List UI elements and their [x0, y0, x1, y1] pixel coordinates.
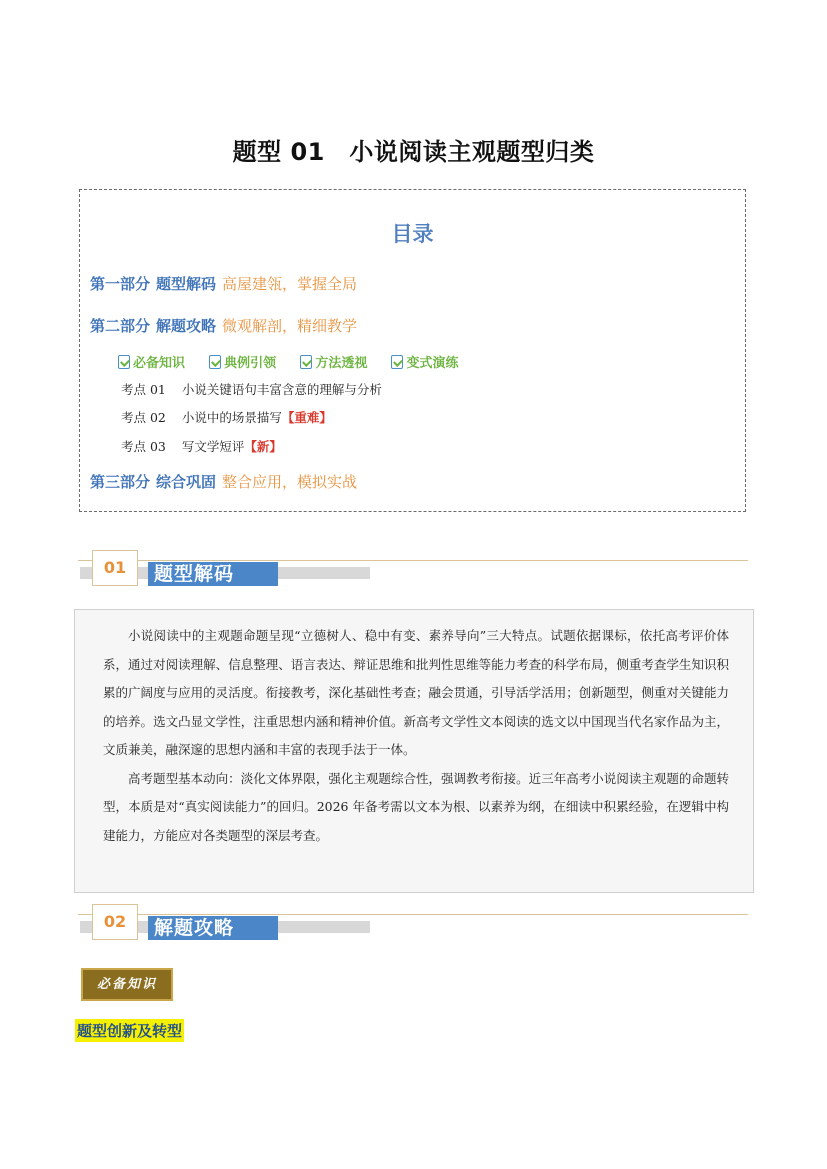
section-number: 01: [92, 550, 138, 586]
toc-heading: 目录: [391, 222, 434, 246]
intro-paragraph-2: 高考题型基本动向：淡化文体界限，强化主观题综合性，强调教考衔接。近三年高考小说阅读主观题的命题转型，本质是对“真实阅读能力”的回归。2026 年备考需以文本为根、以素养为纲，在细读中积累经验，在逻辑中构建能力，方能应对各类题型的深层考查。: [103, 770, 729, 843]
kaodian-item-3[interactable]: 考点 03 写文学短评【新】: [121, 439, 282, 454]
tag-zhongnan: 【重难】: [281, 410, 332, 425]
section-number: 02: [92, 904, 138, 940]
part-label: 第二部分: [90, 317, 151, 335]
kaodian-item-2[interactable]: 考点 02 小说中的场景描写【重难】: [121, 410, 332, 425]
checklist-icon: [118, 355, 130, 369]
checklist-icon: [209, 355, 221, 369]
tag-xin: 【新】: [244, 439, 282, 454]
part-slogan: 高屋建瓴，掌握全局: [222, 275, 358, 293]
section-label: 解题攻略: [148, 916, 278, 940]
part-title: 综合巩固: [156, 473, 217, 491]
toc-part-1[interactable]: [90, 273, 357, 294]
tag-dianli[interactable]: 典例引领: [209, 352, 276, 371]
part-title: 题型解码: [156, 275, 217, 293]
section-header-2: [78, 902, 748, 942]
table-of-contents: [79, 189, 746, 512]
subheading: 题型创新及转型: [75, 1019, 184, 1042]
tag-bianshi[interactable]: 变式演练: [391, 352, 458, 371]
section-header-1: [78, 548, 748, 588]
section-label: 题型解码: [148, 562, 278, 586]
intro-box: [74, 609, 754, 893]
part-slogan: 微观解剖，精细教学: [222, 317, 358, 335]
tag-bibei[interactable]: 必备知识: [118, 352, 185, 371]
part-title: 解题攻略: [156, 317, 217, 335]
tag-fangfa[interactable]: 方法透视: [300, 352, 367, 371]
part-slogan: 整合应用，模拟实战: [222, 473, 358, 491]
part-label: 第一部分: [90, 275, 151, 293]
checklist-icon: [391, 355, 403, 369]
intro-paragraph-1: 小说阅读中的主观题命题呈现“立德树人、稳中有变、素养导向”三大特点。试题依据课标，依托高考评价体系，通过对阅读理解、信息整理、语言表达、辩证思维和批判性思维等能力考查的科学布局，侧重考查学生知识积累的广阔度与应用的灵活度。衔接教考，深化基础性考查；融会贯通，引导活学活用；创新题型，侧重对关键能力的培养。选文凸显文学性，注重思想内涵和精神价值。新高考文学性文本阅读的选文以中国现当代名家作品为主，文质兼美，融深邃的思想内涵和丰富的表现手法于一体。: [103, 628, 729, 757]
checklist-icon: [300, 355, 312, 369]
toc-part-2[interactable]: [90, 315, 357, 336]
knowledge-badge: 必备知识: [81, 968, 173, 1001]
kaodian-item-1[interactable]: 考点 01 小说关键语句丰富含意的理解与分析: [121, 382, 382, 397]
toc-part-3[interactable]: [90, 471, 357, 492]
toc-tags: [118, 352, 478, 373]
page-title: 题型 01 小说阅读主观题型归类: [232, 138, 595, 166]
part-label: 第三部分: [90, 473, 151, 491]
